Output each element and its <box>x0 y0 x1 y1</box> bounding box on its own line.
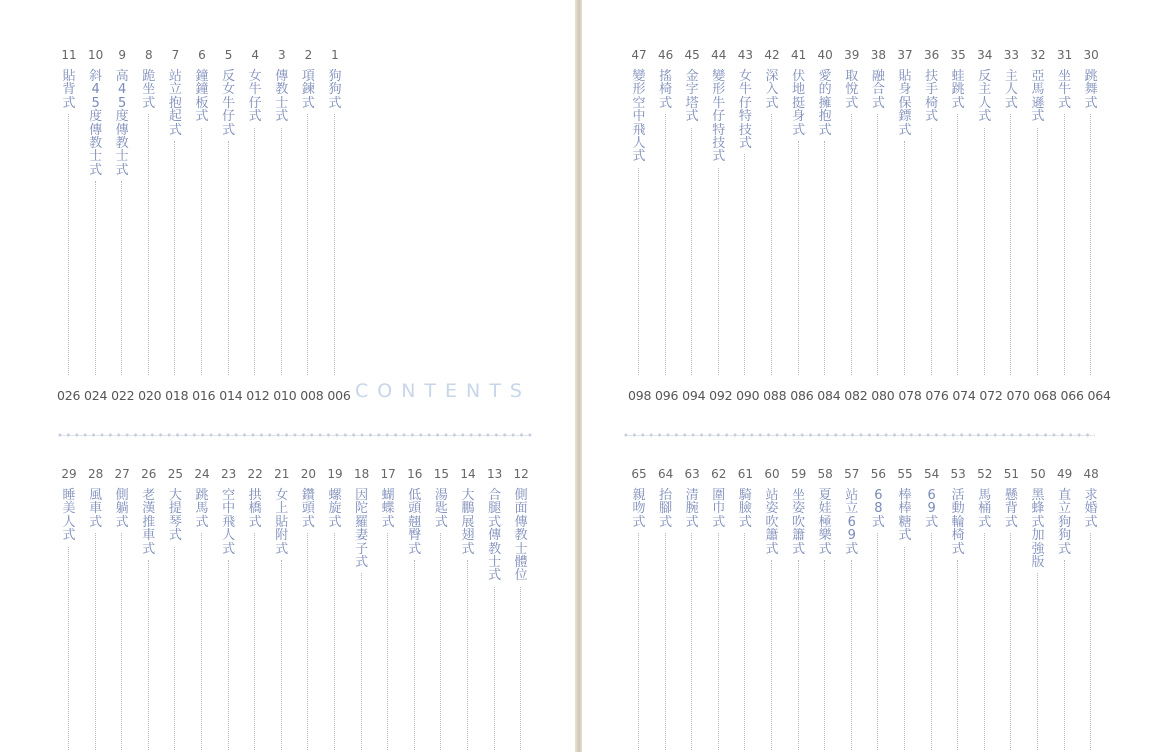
entry-title: 因陀羅妻子式 <box>355 488 369 571</box>
entry-number: 43 <box>737 48 754 62</box>
dotted-leader <box>174 547 175 750</box>
dotted-leader <box>334 114 335 375</box>
entry-number: 42 <box>764 48 780 62</box>
entry-title: 大鵬展翅式 <box>461 488 475 557</box>
entry-title: 女牛仔特技式 <box>738 69 752 152</box>
toc-entry[interactable] <box>482 467 508 583</box>
entry-number: 19 <box>327 467 343 481</box>
entry-title: 坐牛式 <box>1058 69 1072 111</box>
dotted-leader <box>665 533 666 750</box>
entry-title: 貼背式 <box>62 69 76 111</box>
entry-number: 62 <box>711 467 727 481</box>
entry-title: 黑蜂式加強版 <box>1031 488 1045 571</box>
entry-number: 2 <box>304 48 313 62</box>
toc-entry[interactable] <box>972 48 998 124</box>
entry-title: 狗狗式 <box>328 69 342 111</box>
dotted-leader <box>957 560 958 750</box>
toc-entry[interactable] <box>56 48 82 110</box>
entry-number: 38 <box>870 48 887 62</box>
dotted-leader <box>744 154 745 375</box>
entry-number: 3 <box>277 48 286 62</box>
toc-entry[interactable] <box>216 467 242 556</box>
dotted-leader <box>334 533 335 750</box>
toc-entry[interactable] <box>162 467 188 543</box>
entry-title: 鑽頭式 <box>301 488 315 530</box>
toc-entry[interactable] <box>786 467 812 556</box>
entry-number: 12 <box>513 467 529 481</box>
dotted-leader <box>467 560 468 750</box>
toc-entry[interactable] <box>322 48 348 110</box>
entry-title: 女牛仔式 <box>248 69 262 125</box>
toc-entry[interactable] <box>56 467 82 543</box>
toc-entry[interactable] <box>839 48 865 110</box>
toc-entry[interactable] <box>706 48 732 164</box>
entry-number: 37 <box>897 48 913 62</box>
toc-entry[interactable] <box>786 48 812 137</box>
entry-number: 52 <box>977 467 993 481</box>
entry-number: 63 <box>684 467 700 481</box>
toc-entry[interactable] <box>242 48 268 124</box>
toc-entry[interactable] <box>679 467 705 529</box>
dotted-leader <box>174 141 175 375</box>
toc-entry[interactable] <box>626 467 652 529</box>
entry-title: 貼身保鏢式 <box>898 69 912 138</box>
toc-entry[interactable] <box>109 48 135 177</box>
entry-title: 變形空中飛人式 <box>632 69 646 165</box>
entry-number: 13 <box>486 467 503 481</box>
dotted-leader <box>718 533 719 750</box>
entry-title: 站立抱起式 <box>168 69 182 138</box>
dotted-leader <box>931 128 932 375</box>
toc-entry[interactable] <box>349 467 375 569</box>
toc-entry[interactable] <box>972 467 998 529</box>
toc-entry[interactable] <box>109 467 135 529</box>
toc-entry[interactable] <box>759 48 785 110</box>
toc-entry[interactable] <box>189 48 215 124</box>
entry-number: 55 <box>897 467 913 481</box>
entry-title: 反主人式 <box>978 69 992 125</box>
entry-number: 9 <box>118 48 126 62</box>
toc-entry[interactable] <box>295 467 321 529</box>
dotted-leader <box>95 181 96 375</box>
entry-number: 24 <box>194 467 210 481</box>
entry-number: 26 <box>141 467 157 481</box>
entry-number: 22 <box>247 467 263 481</box>
dotted-leader <box>361 573 362 750</box>
entry-number: 5 <box>224 48 233 62</box>
toc-entry[interactable] <box>865 467 891 529</box>
contents-heading: CONTENTS <box>355 380 531 402</box>
dotted-leader <box>1010 114 1011 375</box>
entry-title: 馬桶式 <box>978 488 992 530</box>
dotted-leader <box>851 560 852 750</box>
entry-title: 拱橋式 <box>248 488 262 530</box>
toc-entry[interactable] <box>375 467 401 529</box>
dotted-leader <box>494 587 495 750</box>
toc-entry[interactable] <box>812 48 838 137</box>
toc-entry[interactable] <box>1078 48 1104 110</box>
entry-number: 56 <box>870 467 887 481</box>
entry-title: 69式 <box>925 488 939 530</box>
toc-entry[interactable] <box>865 48 891 110</box>
toc-entry[interactable] <box>83 48 109 177</box>
dotted-leader <box>440 533 441 750</box>
dotted-leader <box>718 168 719 375</box>
dotted-leader <box>904 547 905 750</box>
dotted-leader <box>798 560 799 750</box>
toc-entry[interactable] <box>892 48 918 137</box>
entry-title: 跪坐式 <box>142 69 156 111</box>
entry-number: 14 <box>460 467 476 481</box>
dotted-leader <box>228 560 229 750</box>
toc-entry[interactable] <box>269 48 295 124</box>
entry-number: 41 <box>790 48 807 62</box>
entry-title: 直立狗狗式 <box>1058 488 1072 557</box>
entry-title: 坐姿吹簫式 <box>792 488 806 557</box>
entry-title: 活動輪椅式 <box>951 488 965 557</box>
toc-entry[interactable] <box>998 48 1024 110</box>
toc-entry[interactable] <box>653 48 679 110</box>
entry-number: 65 <box>631 467 647 481</box>
entry-number: 8 <box>144 48 153 62</box>
toc-entry[interactable] <box>1025 467 1051 569</box>
right-page <box>582 0 1156 752</box>
entry-number: 16 <box>407 467 423 481</box>
dotted-leader <box>1090 533 1091 750</box>
toc-entry[interactable] <box>998 467 1024 529</box>
entry-title: 伏地挺身式 <box>792 69 806 138</box>
entry-title: 睡美人式 <box>62 488 76 544</box>
toc-entry[interactable] <box>1078 467 1104 529</box>
toc-entry[interactable] <box>892 467 918 543</box>
toc-entry[interactable] <box>269 467 295 556</box>
entry-number: 39 <box>844 48 860 62</box>
entry-title: 棒棒糖式 <box>898 488 912 544</box>
entry-number: 1 <box>331 48 339 62</box>
toc-entry[interactable] <box>1052 48 1078 110</box>
entry-title: 深入式 <box>765 69 779 111</box>
entry-number: 31 <box>1056 48 1073 62</box>
entry-title: 空中飛人式 <box>222 488 236 557</box>
entry-number: 30 <box>1083 48 1099 62</box>
toc-entry[interactable] <box>945 48 971 110</box>
toc-entry[interactable] <box>732 467 758 529</box>
entry-number: 15 <box>433 467 450 481</box>
entry-number: 59 <box>790 467 807 481</box>
dotted-leader <box>1090 114 1091 375</box>
dotted-leader <box>744 533 745 750</box>
entry-title: 亞馬遜式 <box>1031 69 1045 125</box>
entry-number: 60 <box>764 467 780 481</box>
dotted-leader <box>691 533 692 750</box>
toc-entry[interactable] <box>839 467 865 556</box>
entry-number: 48 <box>1083 467 1099 481</box>
entry-number: 10 <box>87 48 104 62</box>
dotted-leader <box>148 114 149 375</box>
entry-title: 螺旋式 <box>328 488 342 530</box>
toc-entry[interactable] <box>216 48 242 137</box>
dotted-leader <box>281 560 282 750</box>
dotted-leader <box>638 168 639 375</box>
entry-title: 低頭翹臀式 <box>408 488 422 557</box>
dotted-leader <box>798 141 799 375</box>
dotted-leader <box>148 560 149 750</box>
entry-title: 跳馬式 <box>195 488 209 530</box>
dotted-leader <box>307 533 308 750</box>
entry-title: 老漢推車式 <box>142 488 156 557</box>
entry-title: 圍巾式 <box>712 488 726 530</box>
dotted-leader <box>68 114 69 375</box>
dotted-leader <box>877 114 878 375</box>
dotted-leader <box>121 181 122 375</box>
dotted-leader <box>984 533 985 750</box>
entry-number: 64 <box>657 467 674 481</box>
toc-entry[interactable] <box>242 467 268 529</box>
entry-number: 35 <box>950 48 966 62</box>
dotted-leader <box>771 114 772 375</box>
toc-entry[interactable] <box>759 467 785 556</box>
entry-title: 項鍊式 <box>301 69 315 111</box>
entry-title: 傳教士式 <box>275 69 289 125</box>
toc-entry[interactable] <box>428 467 454 529</box>
entry-title: 蝴蝶式 <box>381 488 395 530</box>
entry-number: 33 <box>1003 48 1020 62</box>
entry-title: 反女牛仔式 <box>222 69 236 138</box>
entry-title: 愛的擁抱式 <box>818 69 832 138</box>
entry-number: 40 <box>817 48 833 62</box>
dotted-leader <box>638 533 639 750</box>
entry-number: 21 <box>274 467 290 481</box>
dotted-leader <box>984 128 985 375</box>
entry-title: 金字塔式 <box>685 69 699 125</box>
entry-number: 27 <box>114 467 130 481</box>
toc-entry[interactable] <box>919 467 945 529</box>
toc-entry[interactable] <box>626 48 652 164</box>
toc-entry[interactable] <box>732 48 758 150</box>
entry-number: 46 <box>657 48 674 62</box>
toc-entry[interactable] <box>706 467 732 529</box>
toc-entry[interactable] <box>295 48 321 110</box>
toc-entry[interactable] <box>919 48 945 124</box>
dotted-leader <box>957 114 958 375</box>
toc-entry[interactable] <box>162 48 188 137</box>
entry-number: 6 <box>198 48 206 62</box>
entry-number: 25 <box>167 467 184 481</box>
entry-title: 融合式 <box>871 69 885 111</box>
entry-number: 36 <box>923 48 940 62</box>
dotted-leader <box>1037 128 1038 375</box>
dotted-leader <box>228 141 229 375</box>
entry-number: 57 <box>844 467 860 481</box>
dotted-leader <box>1064 560 1065 750</box>
dotted-leader <box>201 533 202 750</box>
dotted-leader <box>824 141 825 375</box>
toc-entry[interactable] <box>136 467 162 556</box>
right-page-numbers: 098 096 094 092 090 088 086 084 082 080 078 076 074 072 070 068 066 064 <box>628 388 1111 403</box>
dotted-leader <box>851 114 852 375</box>
entry-title: 側躺式 <box>115 488 129 530</box>
dotted-leader <box>414 560 415 750</box>
entry-title: 親吻式 <box>632 488 646 530</box>
toc-entry[interactable] <box>653 467 679 529</box>
entry-title: 懸背式 <box>1004 488 1018 530</box>
toc-entry[interactable] <box>83 467 109 529</box>
entry-number: 11 <box>61 48 77 62</box>
toc-entry[interactable] <box>402 467 428 556</box>
toc-entry[interactable] <box>679 48 705 124</box>
toc-entry[interactable] <box>322 467 348 529</box>
dotted-leader <box>95 533 96 750</box>
dotted-leader <box>281 128 282 375</box>
entry-title: 變形牛仔特技式 <box>712 69 726 165</box>
entry-title: 夏娃極樂式 <box>818 488 832 557</box>
entry-number: 18 <box>353 467 370 481</box>
entry-title: 側面傳教士體位 <box>514 488 528 584</box>
dotted-leader <box>387 533 388 750</box>
entry-title: 搖椅式 <box>659 69 673 111</box>
entry-number: 45 <box>684 48 700 62</box>
entry-title: 抬腳式 <box>659 488 673 530</box>
entry-title: 風車式 <box>89 488 103 530</box>
entry-title: 騎臉式 <box>738 488 752 530</box>
left-page <box>0 0 575 752</box>
book-spine <box>575 0 582 752</box>
dotted-leader <box>121 533 122 750</box>
dotted-leader <box>1064 114 1065 375</box>
entry-number: 61 <box>737 467 754 481</box>
entry-title: 站姿吹簫式 <box>765 488 779 557</box>
dotted-leader <box>904 141 905 375</box>
entry-number: 23 <box>220 467 237 481</box>
left-bead-divider <box>57 432 532 438</box>
dotted-leader <box>1010 533 1011 750</box>
entry-title: 主人式 <box>1004 69 1018 111</box>
entry-number: 54 <box>923 467 940 481</box>
entry-number: 7 <box>171 48 180 62</box>
entry-title: 站立69式 <box>845 488 859 557</box>
toc-entry[interactable] <box>189 467 215 529</box>
entry-title: 大提琴式 <box>168 488 182 544</box>
entry-number: 28 <box>87 467 104 481</box>
entry-title: 女上貼附式 <box>275 488 289 557</box>
entry-title: 鐘鐘板式 <box>195 69 209 125</box>
entry-title: 取悅式 <box>845 69 859 111</box>
dotted-leader <box>877 533 878 750</box>
dotted-leader <box>691 128 692 375</box>
entry-number: 34 <box>977 48 993 62</box>
entry-number: 53 <box>950 467 966 481</box>
dotted-leader <box>254 128 255 375</box>
entry-number: 44 <box>711 48 727 62</box>
toc-entry[interactable] <box>136 48 162 110</box>
entry-title: 跳舞式 <box>1084 69 1098 111</box>
dotted-leader <box>68 547 69 750</box>
toc-entry[interactable] <box>945 467 971 556</box>
dotted-leader <box>307 114 308 375</box>
right-bead-divider <box>623 432 1095 438</box>
dotted-leader <box>771 560 772 750</box>
entry-number: 17 <box>380 467 396 481</box>
toc-entry[interactable] <box>812 467 838 556</box>
toc-entry[interactable] <box>455 467 481 556</box>
entry-title: 合腿式傳教士式 <box>488 488 502 584</box>
dotted-leader <box>931 533 932 750</box>
left-page-numbers: 026 024 022 020 018 016 014 012 010 008 006 <box>57 388 351 403</box>
toc-entry[interactable] <box>1025 48 1051 124</box>
entry-number: 20 <box>300 467 317 481</box>
entry-number: 32 <box>1030 48 1046 62</box>
entry-title: 清腕式 <box>685 488 699 530</box>
dotted-leader <box>1037 573 1038 750</box>
entry-number: 50 <box>1030 467 1046 481</box>
entry-title: 求婚式 <box>1084 488 1098 530</box>
entry-number: 29 <box>61 467 77 481</box>
entry-title: 高45度傳教士式 <box>115 69 129 178</box>
entry-number: 51 <box>1003 467 1020 481</box>
dotted-leader <box>201 128 202 375</box>
entry-title: 斜45度傳教士式 <box>89 69 103 178</box>
entry-number: 47 <box>631 48 647 62</box>
entry-number: 4 <box>251 48 259 62</box>
dotted-leader <box>665 114 666 375</box>
entry-title: 扶手椅式 <box>925 69 939 125</box>
entry-number: 49 <box>1056 467 1073 481</box>
entry-title: 湯匙式 <box>434 488 448 530</box>
entry-number: 58 <box>817 467 833 481</box>
toc-entry[interactable] <box>1052 467 1078 556</box>
dotted-leader <box>254 533 255 750</box>
dotted-leader <box>824 560 825 750</box>
dotted-leader <box>520 587 521 750</box>
entry-title: 蛙跳式 <box>951 69 965 111</box>
entry-title: 68式 <box>871 488 885 530</box>
toc-entry[interactable] <box>508 467 534 583</box>
